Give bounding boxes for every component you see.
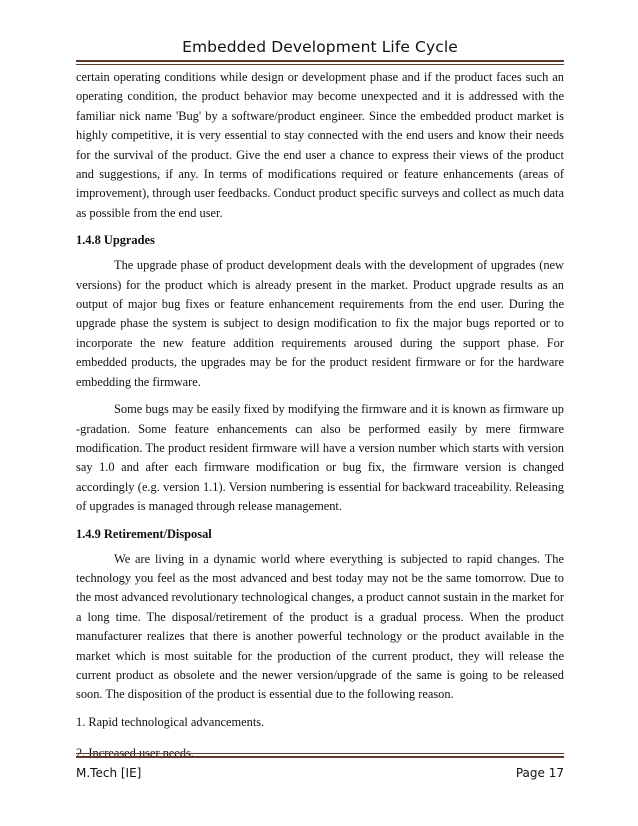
page-number: Page 17 [515, 766, 564, 780]
page-content [76, 68, 564, 776]
intro-paragraph: certain operating conditions while design or development phase and if the product faces such an operating condition, the product behavior may become unexpected and it is addressed with the familiar nick name 'Bug' by a software/product engineer. Since the embedded product market is highly competitive, it is very essential to stay connected with the end users and know their needs for the survival of the product. Give the end user a chance to express their views of the product and suggestions, if any. In terms of modifications required or feature enhancements (areas of improvement), through user feedbacks. Conduct product specific surveys and collect as much data as possible from the end user. [76, 70, 564, 220]
upgrades-paragraph-2: Some bugs may be easily fixed by modifying the firmware and it is known as firmware up -gradation. Some feature enhancements can also be performed easily by mere firmware modification. The product resident firmware will have a version number which starts with version say 1.0 and after each firmware modification or bug fix, the firmware version is changed accordingly (e.g. version 1.1). Version numbering is essential for backward traceability. Releasing of upgrades is managed through release management. [76, 402, 564, 514]
header-divider [76, 60, 564, 65]
running-header: Embedded Development Life Cycle [182, 38, 458, 56]
section-heading-upgrades: 1.4.8 Upgrades [76, 233, 155, 248]
list-item: 2. Increased user needs. [76, 746, 195, 761]
footer-divider [76, 753, 564, 758]
upgrades-paragraph-1: The upgrade phase of product development deals with the development of upgrades (new versions) for the product which is already present in the market. Product upgrade results as an output of major bug fixes or feature enhancement requirements from the end user. During the upgrade phase the system is subject to design modification to fix the major bugs reported or to incorporate the new feature addition requirements aroused during the support phase. For embedded products, the upgrades may be for the product resident firmware or for the hardware embedding the firmware. [76, 258, 564, 389]
retirement-paragraph-1: We are living in a dynamic world where everything is subjected to rapid changes. The technology you feel as the most advanced and best today may not be the same tomorrow. Due to the most advanced revolutionary technological changes, a product cannot sustain in the market for a long time. The disposal/retirement of the product is a gradual process. When the product manufacturer realizes that there is another powerful technology or the product available in the market which is most suitable for the production of the current product, they will release the current product as obsolete and the newer version/upgrade of the same is going to be released soon. The disposition of the product is essential due to the following reason. [76, 551, 564, 702]
section-heading-retirement: 1.4.9 Retirement/Disposal [76, 526, 212, 541]
footer-course-label: M.Tech [IE] [76, 766, 142, 780]
list-item: 1. Rapid technological advancements. [76, 714, 265, 729]
